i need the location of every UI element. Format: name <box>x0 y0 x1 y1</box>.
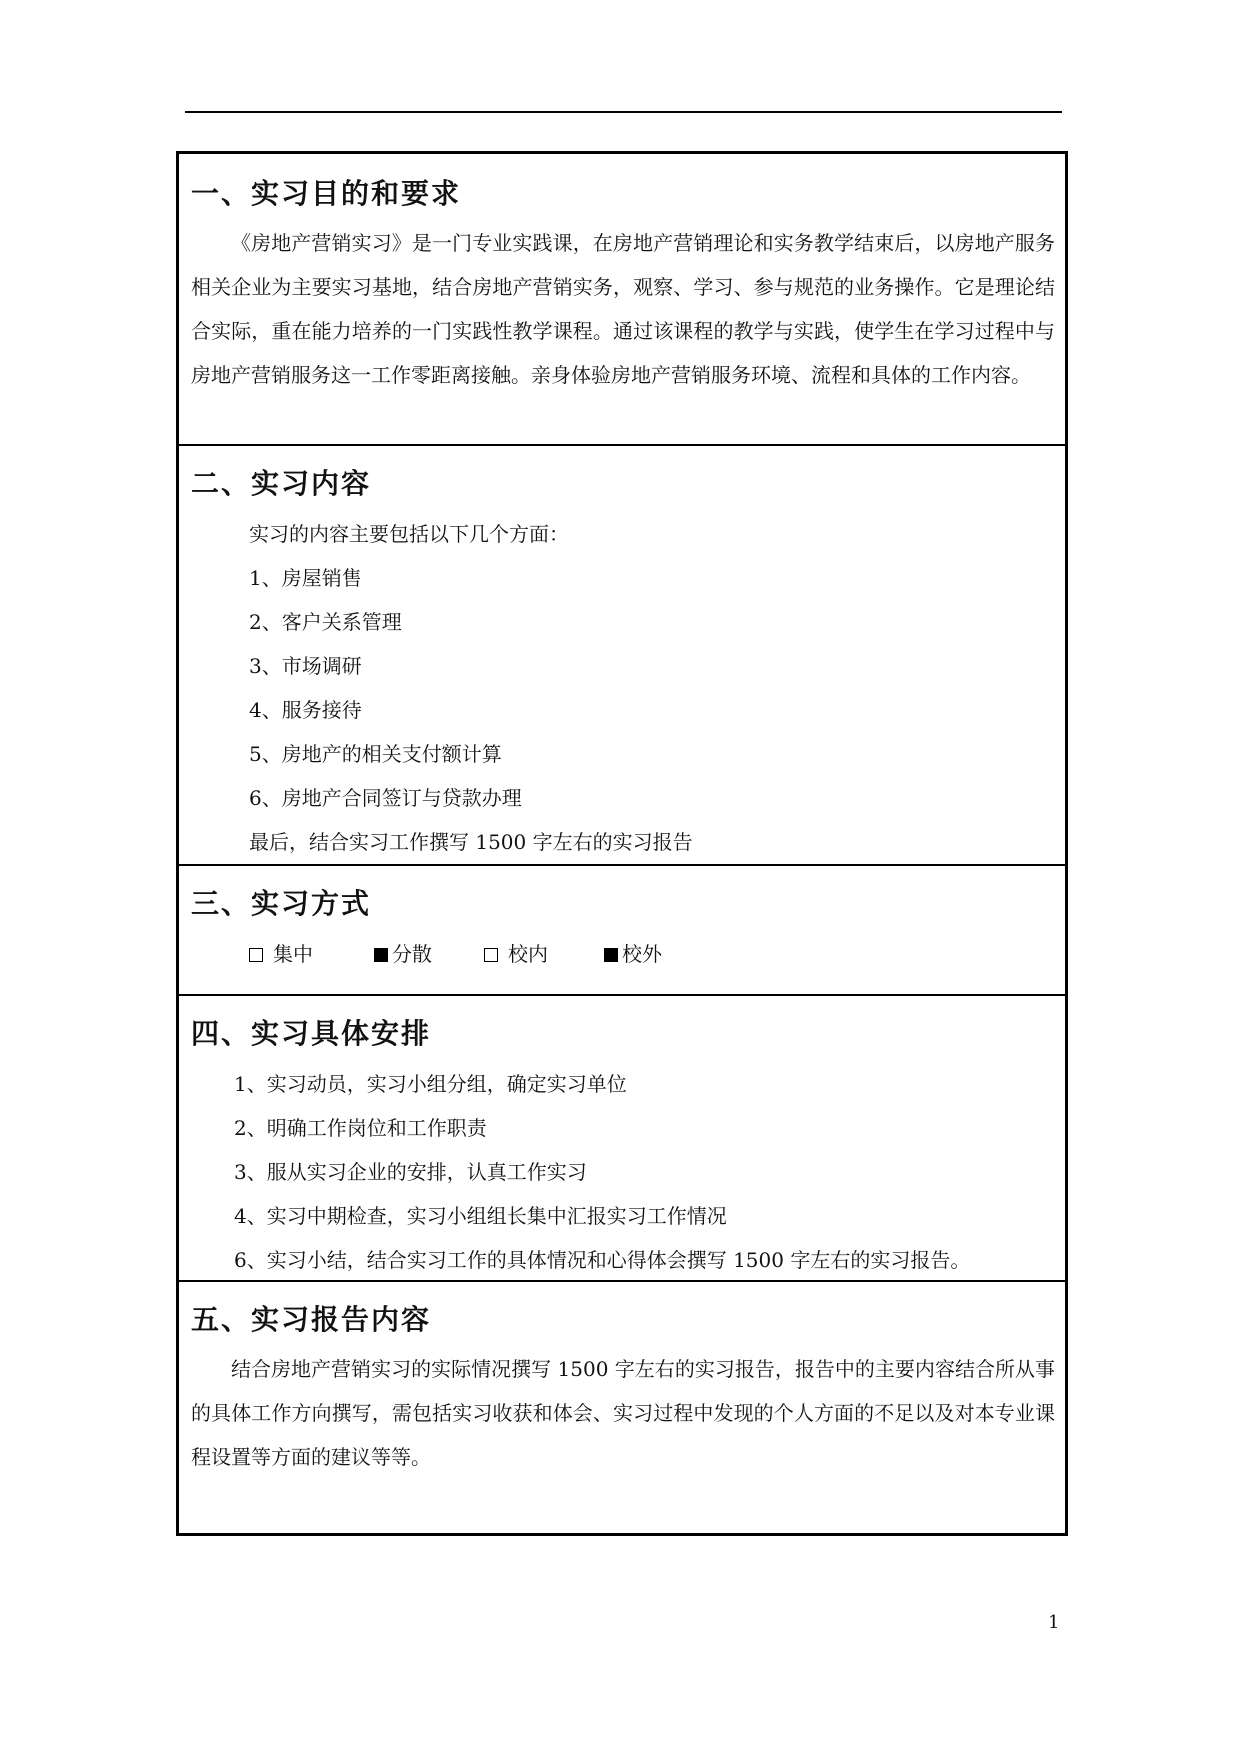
section-method <box>179 864 1065 994</box>
section-heading: 四、实习具体安排 <box>191 1017 432 1050</box>
list-item: 5、房地产的相关支付额计算 <box>249 742 502 766</box>
list-item: 2、明确工作岗位和工作职责 <box>234 1116 487 1140</box>
list-item: 2、客户关系管理 <box>249 610 402 634</box>
checkbox-checked-icon[interactable] <box>374 948 388 962</box>
section-content <box>179 444 1065 864</box>
list-item: 4、服务接待 <box>249 698 362 722</box>
section-heading: 一、实习目的和要求 <box>191 177 462 210</box>
section-heading: 三、实习方式 <box>191 887 372 920</box>
list-item: 6、房地产合同签订与贷款办理 <box>249 786 522 810</box>
option-dispersed[interactable]: 分散 <box>374 940 432 968</box>
section-heading: 二、实习内容 <box>191 467 372 500</box>
section-paragraph: 《房地产营销实习》是一门专业实践课，在房地产营销理论和实务教学结束后，以房地产服务相关企业为主要实习基地，结合房地产营销实务，观察、学习、参与规范的业务操作。它是理论结合实际，重在能力培养的一门实践性教学课程。通过该课程的教学与实践，使学生在学习过程中与房地产营销服务这一工作零距离接触。亲身体验房地产营销服务环境、流程和具体的工作内容。 <box>191 231 1055 387</box>
list-item: 3、市场调研 <box>249 654 362 678</box>
page-number: 1 <box>1048 1612 1060 1633</box>
section-schedule <box>179 994 1065 1280</box>
checkbox-checked-icon[interactable] <box>604 948 618 962</box>
section-paragraph: 结合房地产营销实习的实际情况撰写 1500 字左右的实习报告，报告中的主要内容结合所从事的具体工作方向撰写，需包括实习收获和体会、实习过程中发现的个人方面的不足以及对本专业课程设置等方面的建议等等。 <box>191 1357 1055 1469</box>
internship-form <box>176 151 1068 1536</box>
option-centralized[interactable]: 集中 <box>249 940 313 968</box>
section-report <box>179 1280 1065 1533</box>
content-intro: 实习的内容主要包括以下几个方面： <box>249 522 569 546</box>
option-off-campus[interactable]: 校外 <box>604 940 662 968</box>
checkbox-icon[interactable] <box>249 948 263 962</box>
list-item: 1、实习动员，实习小组分组，确定实习单位 <box>234 1072 627 1096</box>
option-on-campus[interactable]: 校内 <box>484 940 548 968</box>
section-heading: 五、实习报告内容 <box>191 1303 432 1336</box>
header-rule <box>185 111 1062 113</box>
list-item: 1、房屋销售 <box>249 566 362 590</box>
content-closing: 最后，结合实习工作撰写 1500 字左右的实习报告 <box>249 830 693 854</box>
checkbox-icon[interactable] <box>484 948 498 962</box>
list-item: 6、实习小结，结合实习工作的具体情况和心得体会撰写 1500 字左右的实习报告。 <box>234 1248 971 1272</box>
section-purpose <box>179 154 1065 444</box>
list-item: 3、服从实习企业的安排，认真工作实习 <box>234 1160 587 1184</box>
list-item: 4、实习中期检查，实习小组组长集中汇报实习工作情况 <box>234 1204 727 1228</box>
